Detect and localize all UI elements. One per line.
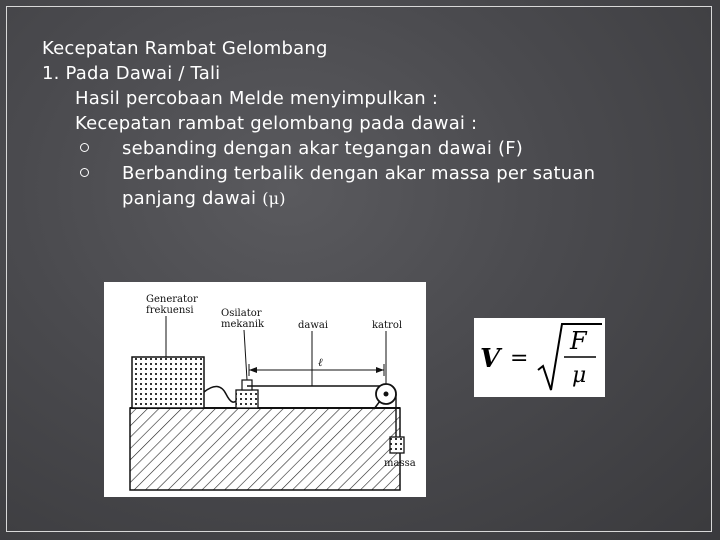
label-pulley: katrol [372, 320, 403, 331]
label-length: ℓ [318, 356, 323, 369]
formula-denominator: μ [572, 363, 587, 388]
bullet-item-1: sebanding dengan akar tegangan dawai (F) [42, 136, 702, 161]
oscillator-box [236, 390, 258, 408]
formula-lhs: V [480, 344, 501, 374]
ring-bullet-icon [80, 168, 89, 177]
item-number: 1. [42, 63, 60, 84]
label-generator-1: Generator [146, 294, 198, 305]
item-title: Pada Dawai / Tali [65, 63, 221, 84]
label-string: dawai [298, 320, 329, 331]
formula-numerator: F [570, 327, 587, 355]
table-surface [130, 408, 400, 490]
label-generator-2: frekuensi [146, 305, 194, 316]
ring-bullet-icon [80, 143, 89, 152]
generator-box [132, 357, 204, 408]
formula-equals: = [510, 346, 529, 371]
slide-heading: Kecepatan Rambat Gelombang [42, 38, 328, 59]
bullet-item-2-continuation: panjang dawai (μ) [122, 188, 286, 209]
speed-line: Kecepatan rambat gelombang pada dawai : [75, 113, 478, 134]
bullet-item-2: Berbanding terbalik dengan akar massa per satuan [42, 161, 702, 186]
slide-text [42, 36, 702, 211]
melde-diagram [104, 282, 426, 497]
list-item-1 [42, 61, 702, 86]
label-mass: massa [384, 458, 416, 469]
speed-formula [474, 318, 605, 397]
result-line: Hasil percobaan Melde menyimpulkan : [75, 88, 439, 109]
hanging-mass [390, 437, 404, 453]
mu-symbol: (μ) [262, 189, 286, 208]
generator-cable [204, 386, 238, 402]
label-oscillator-2: mekanik [221, 319, 265, 330]
label-oscillator-1: Osilator [221, 308, 262, 319]
